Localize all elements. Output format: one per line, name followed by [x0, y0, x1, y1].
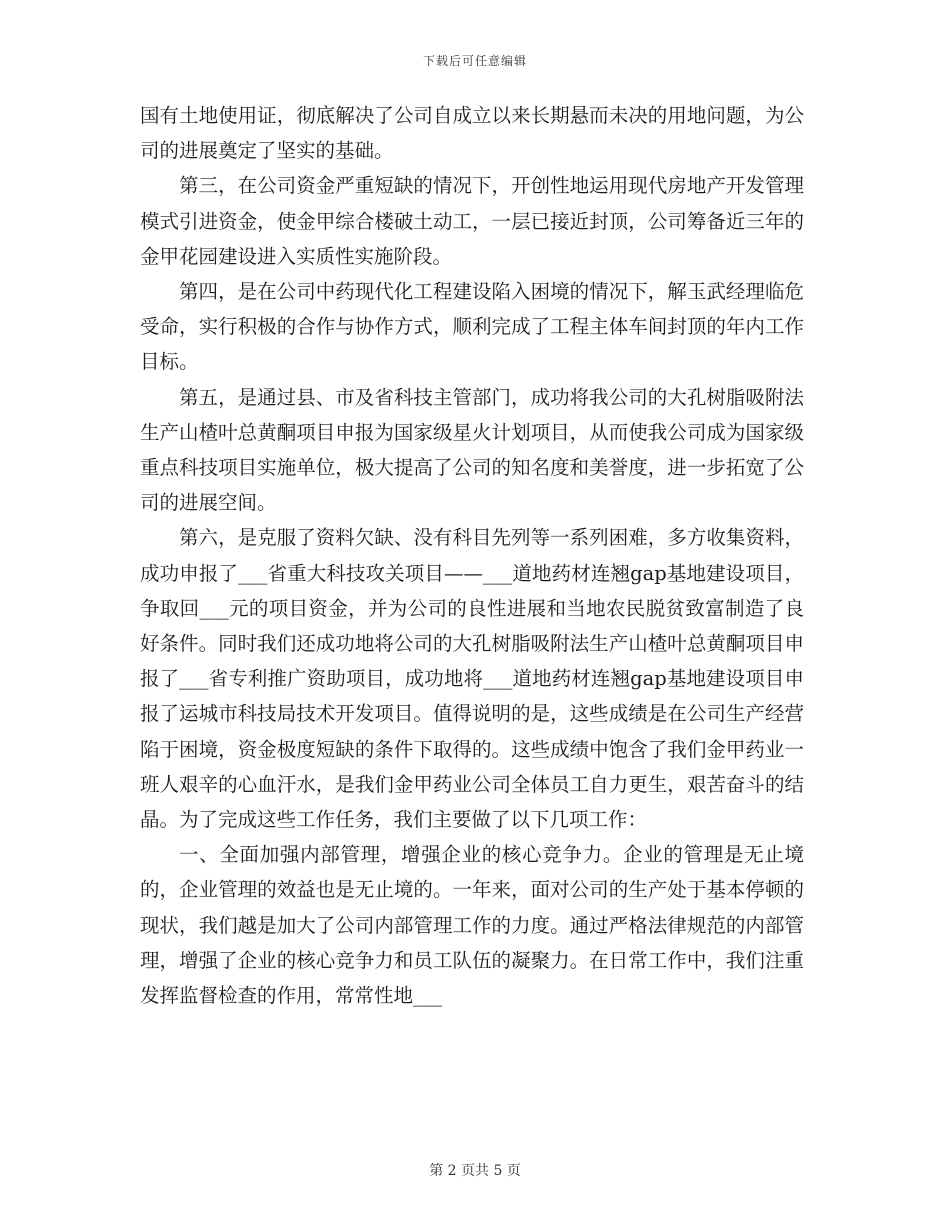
paragraph-1: 国有土地使用证，彻底解决了公司自成立以来长期悬而未决的用地问题，为公司的进展奠定了坚实的基础。	[140, 104, 804, 163]
paragraph-3: 第四，是在公司中药现代化工程建设陷入困境的情况下，解玉武经理临危受命，实行积极的合作与协作方式，顺利完成了工程主体车间封顶的年内工作目标。	[140, 280, 804, 374]
paragraph-5: 第六，是克服了资料欠缺、没有科目先列等一系列困难，多方收集资料，成功申报了___省重大科技攻关项目——___道地药材连翘gap基地建设项目，争取回___元的项目资金，并为公司的良性进展和当地农民脱贫致富制造了良好条件。同时我们还成功地将公司的大孔树脂吸附法生产山楂叶总黄酮项目申报了___省专利推广资助项目，成功地将___道地药材连翘gap基地建设项目申报了运城市科技局技术开发项目。值得说明的是，这些成绩是在公司生产经营陷于困境，资金极度短缺的条件下取得的。这些成绩中饱含了我们金甲药业一班人艰辛的心血汗水，是我们金甲药业公司全体员工自力更生，艰苦奋斗的结晶。为了完成这些工作任务，我们主要做了以下几项工作：	[140, 526, 804, 832]
page-header: 下载后可任意编辑	[422, 54, 527, 68]
document-body	[140, 98, 804, 1013]
paragraph-2: 第三，在公司资金严重短缺的情况下，开创性地运用现代房地产开发管理模式引进资金，使金甲综合楼破土动工，一层已接近封顶，公司筹备近三年的金甲花园建设进入实质性实施阶段。	[140, 174, 804, 268]
paragraph-6: 一、全面加强内部管理，增强企业的核心竞争力。企业的管理是无止境的，企业管理的效益也是无止境的。一年来，面对公司的生产处于基本停顿的现状，我们越是加大了公司内部管理工作的力度。通过严格法律规范的内部管理，增强了企业的核心竞争力和员工队伍的凝聚力。在日常工作中，我们注重发挥监督检查的作用，常常性地___	[140, 843, 804, 1008]
paragraph-4: 第五，是通过县、市及省科技主管部门，成功将我公司的大孔树脂吸附法生产山楂叶总黄酮项目申报为国家级星火计划项目，从而使我公司成为国家级重点科技项目实施单位，极大提高了公司的知名度和美誉度，进一步拓宽了公司的进展空间。	[140, 385, 804, 515]
page-footer: 第 2 页共 5 页	[429, 1163, 521, 1179]
